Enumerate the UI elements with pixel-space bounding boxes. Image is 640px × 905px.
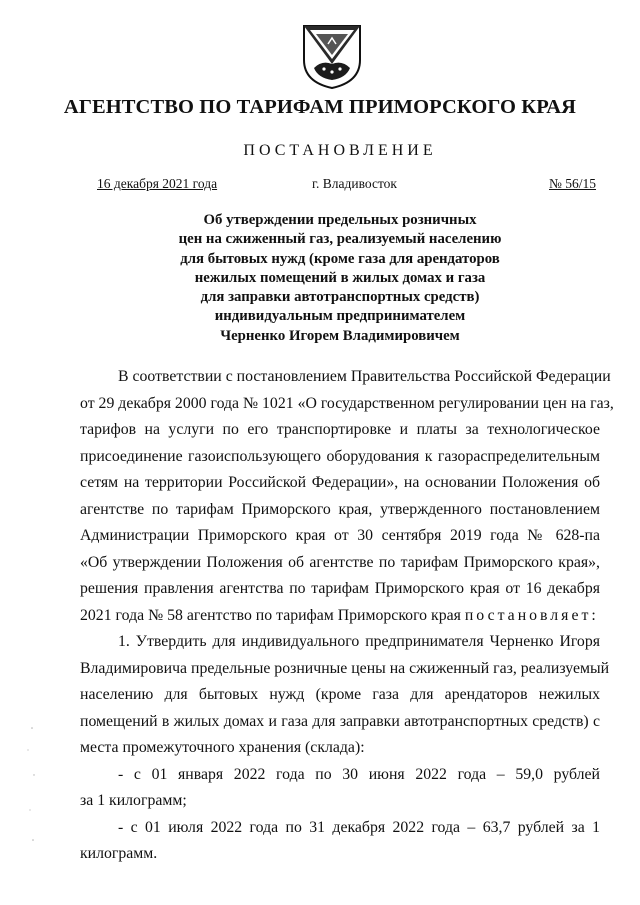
subject-line: Об утверждении предельных розничных xyxy=(203,212,477,228)
subject-line: нежилых помещений в жилых домах и газа xyxy=(194,269,486,286)
text-line: В соответствии с постановлением Правительства Российской Федерации xyxy=(118,368,611,385)
text-line: помещений в жилых домах и газа для заправки автотранспортных средств) с xyxy=(80,712,600,730)
primorsky-krai-coat-of-arms-icon xyxy=(302,24,362,90)
text-line xyxy=(80,603,600,630)
text-line: - с 01 июля 2022 года по 31 декабря 2022 года – 63,7 рублей за 1 xyxy=(118,818,600,836)
preamble-paragraph xyxy=(80,364,614,629)
subject-line: цен на сжиженный газ, реализуемый населению xyxy=(178,231,502,248)
text-line: места промежуточного хранения (склада): xyxy=(80,739,365,756)
decree-city: г. Владивосток xyxy=(312,176,397,191)
text-line: за 1 килограмм; xyxy=(80,792,187,809)
scan-speckle xyxy=(22,720,40,860)
subject-line: для заправки автотранспортных средств) xyxy=(200,289,480,306)
subject-line: для бытовых нужд (кроме газа для арендаторов xyxy=(180,250,500,267)
text-line: «Об утверждении Положения об агентстве по тарифам Приморского края», xyxy=(80,553,600,571)
text-line: килограмм. xyxy=(80,845,158,862)
price-period-2 xyxy=(80,815,600,868)
subject-line: индивидуальным предпринимателем xyxy=(214,308,466,325)
text-line: Владимировича предельные розничные цены на сжиженный газ, реализуемый xyxy=(80,659,610,677)
subject-line: Черненко Игорем Владимировичем xyxy=(220,327,460,344)
agency-name: АГЕНТСТВО ПО ТАРИФАМ ПРИМОРСКОГО КРАЯ xyxy=(63,96,577,118)
text-line: сетям на территории Российской Федерации», на основании Положения об xyxy=(80,474,600,491)
decree-body xyxy=(80,364,614,868)
text-line: 1. Утвердить для индивидуального предпринимателя Черненко Игоря xyxy=(118,633,600,650)
text-line: решения правления агентства по тарифам Приморского края от 16 декабря xyxy=(80,580,600,597)
text-line: населению для бытовых нужд (кроме газа для арендаторов нежилых xyxy=(80,686,600,703)
item-1-paragraph xyxy=(80,629,610,762)
text-line: тарифов на услуги по его транспортировке и платы за технологическое xyxy=(80,421,600,438)
text-fragment: 2021 года № 58 агентство по тарифам Приморского края xyxy=(80,606,461,624)
text-line: Администрации Приморского края от 30 сентября 2019 года № 628-па xyxy=(80,527,600,544)
text-line: - с 01 января 2022 года по 30 июня 2022 года – 59,0 рублей xyxy=(118,765,600,783)
price-period-1 xyxy=(80,762,600,815)
decree-number: № 56/15 xyxy=(549,176,597,191)
decree-keyword: постановляет: xyxy=(464,606,599,624)
text-line: присоединение газоиспользующего оборудования к газораспределительным xyxy=(80,447,600,465)
decree-subject xyxy=(0,211,640,346)
text-line: агентстве по тарифам Приморского края, утвержденного постановлением xyxy=(80,500,600,518)
text-line: от 29 декабря 2000 года № 1021 «О государственном регулировании цен на газ, xyxy=(80,394,614,412)
decree-date: 16 декабря 2021 года xyxy=(97,176,218,191)
document-type: ПОСТАНОВЛЕНИЕ xyxy=(243,142,437,159)
